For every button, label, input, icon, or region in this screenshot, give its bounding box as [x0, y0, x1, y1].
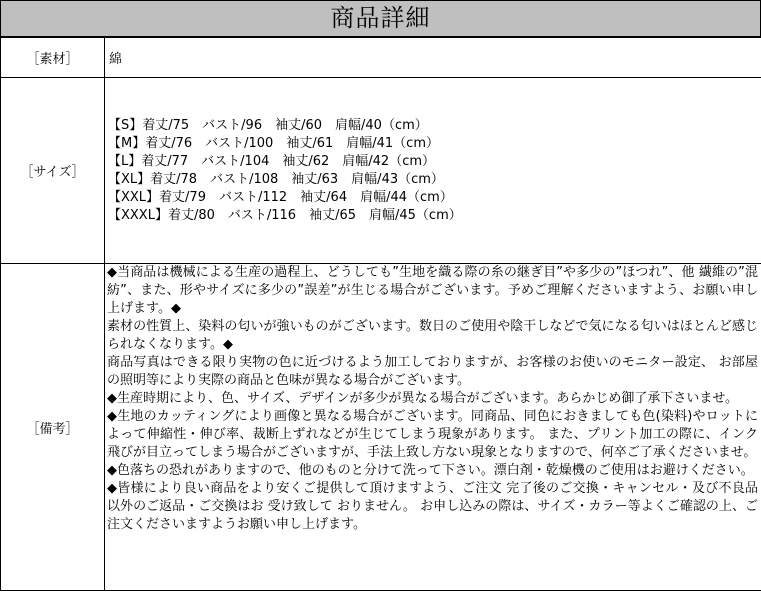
note-paragraph: ◆生産時期により、色、サイズ、デザインが多少が異なる場合がございます。あらかじめ御了承下さいませ。: [107, 391, 739, 406]
material-value-cell: [105, 38, 761, 78]
notes-text: [105, 264, 761, 590]
size-line-xxl: 【XXL】着丈/79 バスト/112 袖丈/64 肩幅/44（cm）: [108, 189, 453, 205]
size-line-s: 【S】着丈/75 バスト/96 袖丈/60 肩幅/40（cm）: [108, 117, 428, 133]
size-list: [105, 117, 761, 225]
page-title: 商品詳細: [330, 4, 431, 32]
material-label: ［素材］: [1, 38, 105, 78]
note-paragraph: ◆皆様により良い商品をより安くご提供して頂けますよう、ご注文 完了後のご交換・キャンセル・及び不良品以外のご返品・ご交換はお 受け致して おりません。 お申し込みの際は、サイズ・カラー等よくご確認の上、ご注文くださいますようお願い申し上げます。: [107, 481, 758, 532]
size-label: ［サイズ］: [1, 78, 105, 264]
size-value-cell: [105, 78, 761, 264]
table-row-size: [1, 78, 761, 264]
notes-value-cell: [105, 264, 761, 591]
size-line-m: 【M】着丈/76 バスト/100 袖丈/61 肩幅/41（cm）: [108, 135, 439, 151]
note-paragraph: ◆当商品は機械による生産の過程上、どうしても”生地を織る際の糸の継ぎ目”や多少の”ほつれ”、他 繊維の”混紡”、また、形やサイズに多少の”誤差”が生じる場合がございます。予めご理解くださいますよう、お願い申し上げます。◆: [107, 265, 758, 316]
size-line-xxxl: 【XXXL】着丈/80 バスト/116 袖丈/65 肩幅/45（cm）: [108, 207, 462, 223]
note-paragraph: 素材の性質上、染料の匂いが強いものがございます。数日のご使用や陰干しなどで気になる匂いはほとんど感じられなくなります。◆: [107, 319, 758, 352]
table-row-notes: [1, 264, 761, 591]
size-line-l: 【L】着丈/77 バスト/104 袖丈/62 肩幅/42（cm）: [108, 153, 436, 169]
title-bar: [0, 0, 761, 37]
note-paragraph: 商品写真はできる限り実物の色に近づけるよう加工しておりますが、お客様のお使いのモニター設定、 お部屋の照明等により実際の商品と色味が異なる場合がございます。: [107, 355, 758, 388]
spec-table: [0, 37, 761, 591]
note-paragraph: ◆生地のカッティングにより画像と異なる場合がございます。同商品、同色におきましても色(染料)やロットによって伸縮性・伸び率、裁断上ずれなどが生じてしまう現象があります。 また、プリント加工の際に、インク飛びが目立ってしまう場合がございますが、手法上致し方ない現象となりますので、何卒ご了承くださいませ。: [107, 409, 758, 460]
note-paragraph: ◆色落ちの恐れがありますので、他のものと分けて洗って下さい。漂白剤・乾燥機のご使用はお避けください。: [107, 463, 754, 478]
table-row-material: [1, 38, 761, 78]
size-line-xl: 【XL】着丈/78 バスト/108 袖丈/63 肩幅/43（cm）: [108, 171, 444, 187]
material-value: 綿: [109, 52, 123, 67]
notes-label: ［備考］: [1, 264, 105, 591]
